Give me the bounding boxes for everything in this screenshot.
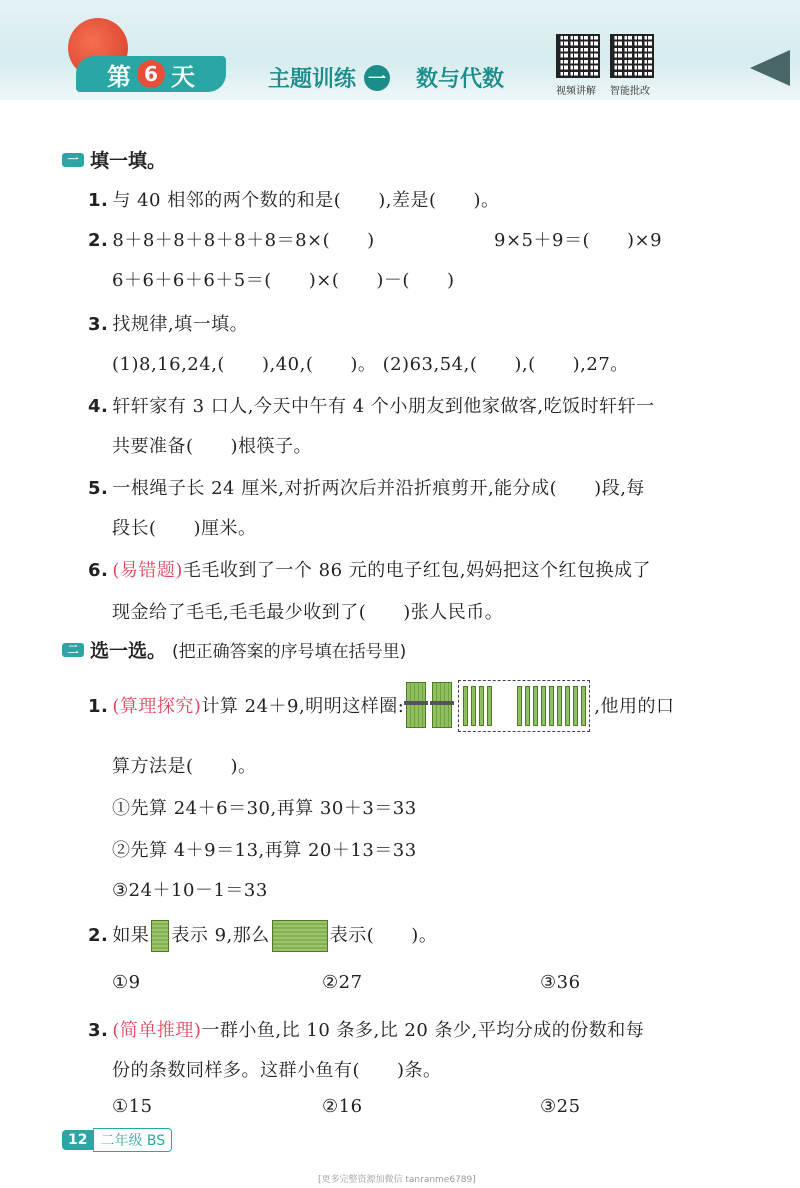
qr-label-video: 视频讲解 (556, 86, 596, 97)
tag-reasoning: (算理探究) (112, 696, 202, 717)
s1-question-5: 5. 一根绳子长 24 厘米,对折两次后并沿折痕剪开,能分成( )段,每 (88, 478, 645, 499)
s1-question-4-line2: 共要准备( )根筷子。 (112, 436, 313, 457)
theme-label: 主题训练 (268, 67, 357, 92)
page-footer (62, 1128, 172, 1152)
theme-number: 一 (364, 65, 390, 91)
stick-bundles-figure (406, 680, 592, 734)
s1-question-6: 6. (易错题)毛毛收到了一个 86 元的电子红包,妈妈把这个红包换成了 (88, 560, 651, 581)
qr-code-grading-icon[interactable] (610, 34, 654, 78)
stick-bundle-2 (432, 682, 452, 728)
s2-q2-option-3: ③36 (540, 972, 581, 993)
s2-question-3-line2: 份的条数同样多。这群小鱼有( )条。 (112, 1060, 442, 1081)
triple-block-figure (272, 920, 328, 952)
qr-code-video-icon[interactable] (556, 34, 600, 78)
day-banner (76, 56, 226, 92)
qr-label-grading: 智能批改 (610, 86, 650, 97)
s2-q3-option-2: ②16 (322, 1096, 363, 1117)
s2-q1-option-1: ①先算 24＋6＝30,再算 30＋3＝33 (112, 798, 417, 819)
s1-question-1: 1. 与 40 相邻的两个数的和是( ),差是( )。 (88, 190, 500, 211)
section-2-heading (62, 636, 406, 663)
single-block-figure (151, 920, 169, 952)
section-1-heading (62, 146, 166, 173)
circled-sticks-box (458, 680, 590, 732)
s1-question-6-line2: 现金给了毛毛,毛毛最少收到了( )张人民币。 (112, 602, 504, 623)
grade-label: 二年级 BS (93, 1128, 172, 1152)
s2-question-2: 2. 如果 表示 9,那么 表示( )。 (88, 920, 437, 952)
page-header (0, 0, 800, 100)
s2-q3-option-1: ①15 (112, 1096, 153, 1117)
section-2-number: 二 (62, 643, 84, 657)
day-suffix: 天 (171, 62, 195, 91)
section-1-number: 一 (62, 153, 84, 167)
tag-simple-reasoning: (简单推理) (112, 1020, 202, 1041)
s2-question-1-line2: 算方法是( )。 (112, 756, 257, 777)
s2-q3-option-3: ③25 (540, 1096, 581, 1117)
s2-question-1: 1. (算理探究)计算 24＋9,明明这样圈: ,他用的口 (88, 680, 675, 734)
s2-q1-option-2: ②先算 4＋9＝13,再算 20＋13＝33 (112, 840, 417, 861)
s1-question-2a: 2. 8＋8＋8＋8＋8＋8＝8×( ) (88, 230, 375, 251)
s1-question-4: 4. 轩轩家有 3 口人,今天中午有 4 个小朋友到他家做客,吃饭时轩轩一 (88, 396, 655, 417)
theme-title (268, 62, 504, 93)
stick-bundle-1 (406, 682, 426, 728)
section-2-note: (把正确答案的序号填在括号里) (172, 642, 407, 662)
s2-q2-option-2: ②27 (322, 972, 363, 993)
page-number: 12 (62, 1130, 93, 1150)
s1-question-2c: 6＋6＋6＋6＋5＝( )×( )－( ) (112, 270, 455, 291)
section-1-title: 填一填。 (90, 150, 167, 172)
tag-easy-mistake: (易错题) (112, 560, 183, 581)
day-prefix: 第 (107, 62, 131, 91)
s1-question-3: 3. 找规律,填一填。 (88, 314, 249, 335)
s2-q1-option-3: ③24＋10－1＝33 (112, 880, 268, 901)
s1-question-3-sequences: (1)8,16,24,( ),40,( )。 (2)63,54,( ),( ),27。 (112, 354, 629, 375)
watermark-text: [更多完整资源加微信 tanranme6789] (318, 1175, 476, 1185)
s1-question-5-line2: 段长( )厘米。 (112, 518, 257, 539)
theme-topic: 数与代数 (416, 67, 505, 92)
s2-q2-option-1: ①9 (112, 972, 141, 993)
s1-question-2b: 9×5＋9＝( )×9 (494, 230, 663, 251)
section-2-title: 选一选。 (90, 640, 167, 662)
paper-plane-icon (680, 50, 790, 86)
day-number: 6 (137, 60, 165, 88)
s2-question-3: 3. (简单推理)一群小鱼,比 10 条多,比 20 条少,平均分成的份数和每 (88, 1020, 645, 1041)
